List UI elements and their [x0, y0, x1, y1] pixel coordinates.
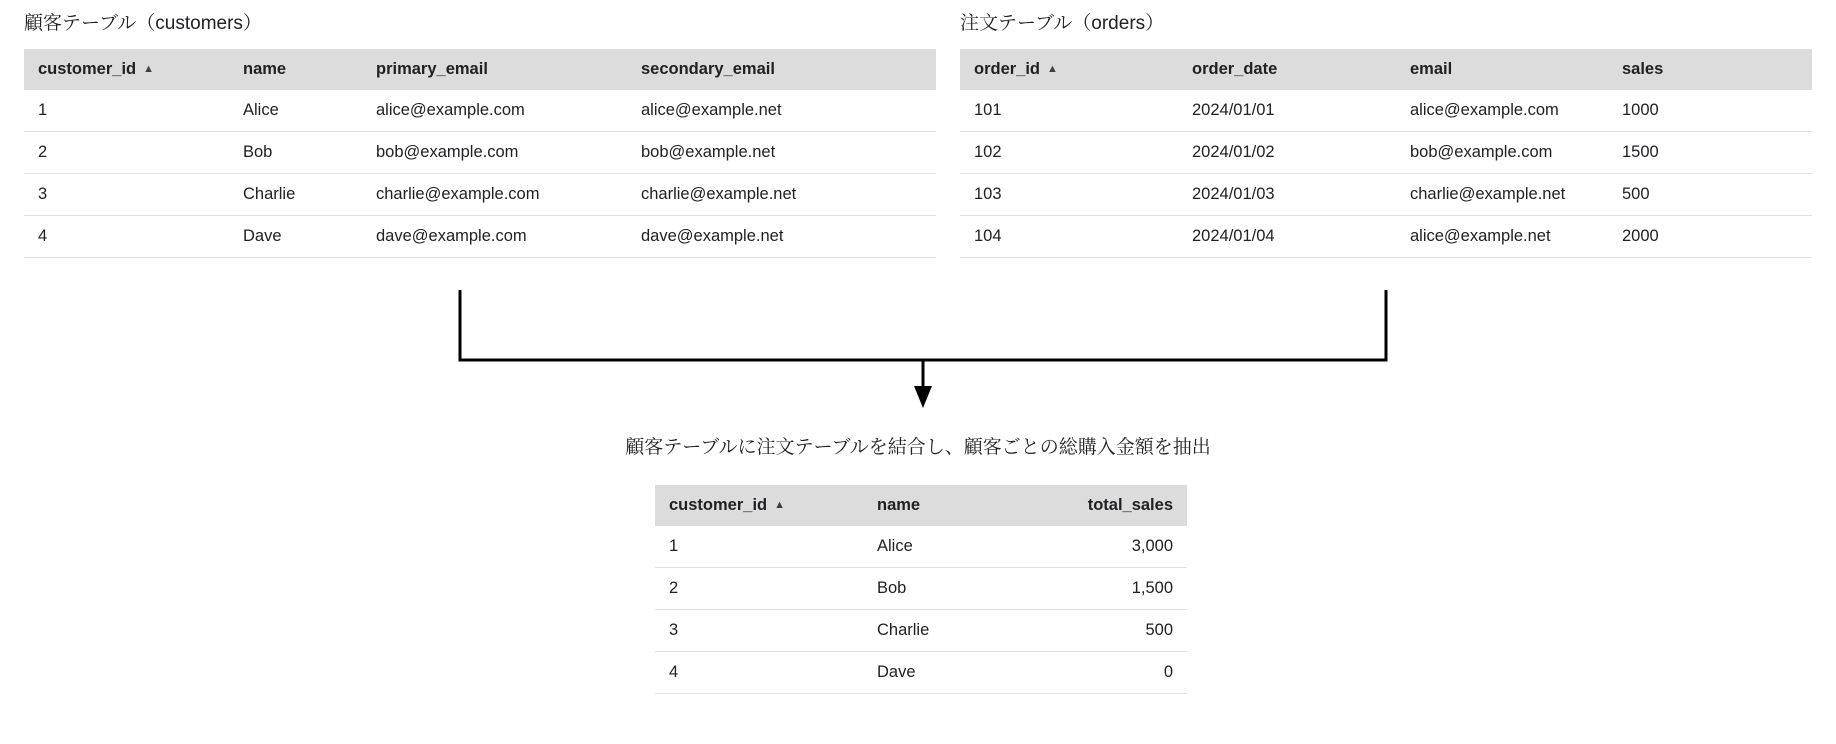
cell-email: bob@example.com [1396, 132, 1608, 174]
cell-sales: 1000 [1608, 90, 1812, 132]
column-header-name[interactable] [229, 49, 362, 90]
table-row [24, 90, 936, 132]
column-header-customer-id[interactable] [655, 485, 863, 526]
column-header-secondary-email[interactable] [627, 49, 936, 90]
column-header-email[interactable] [1396, 49, 1608, 90]
column-header-name[interactable] [863, 485, 1059, 526]
column-header-label: sales [1622, 60, 1664, 78]
cell-customer-id: 3 [24, 174, 229, 216]
column-header-label: customer_id [38, 60, 137, 78]
result-table [655, 485, 1187, 694]
cell-total-sales: 3,000 [1059, 526, 1187, 568]
column-header-sales[interactable] [1608, 49, 1812, 90]
cell-customer-id: 1 [655, 526, 863, 568]
customers-table [24, 49, 936, 258]
table-row [960, 132, 1812, 174]
cell-customer-id: 4 [24, 216, 229, 258]
orders-table-block [960, 8, 1812, 258]
cell-order-id: 101 [960, 90, 1178, 132]
cell-customer-id: 3 [655, 610, 863, 652]
cell-email: alice@example.com [1396, 90, 1608, 132]
table-header-row [960, 49, 1812, 90]
orders-table [960, 49, 1812, 258]
table-row [655, 526, 1187, 568]
table-row [655, 652, 1187, 694]
column-header-label: customer_id [669, 496, 768, 514]
column-header-primary-email[interactable] [362, 49, 627, 90]
result-caption: 顧客テーブルに注文テーブルを結合し、顧客ごとの総購入金額を抽出 [625, 437, 1211, 458]
table-row [655, 610, 1187, 652]
column-header-label: primary_email [376, 60, 488, 78]
cell-name: Alice [863, 526, 1059, 568]
column-header-label: total_sales [1087, 496, 1173, 514]
cell-sales: 1500 [1608, 132, 1812, 174]
cell-primary-email: dave@example.com [362, 216, 627, 258]
cell-sales: 500 [1608, 174, 1812, 216]
cell-name: Dave [229, 216, 362, 258]
cell-primary-email: alice@example.com [362, 90, 627, 132]
customers-table-block [24, 8, 936, 258]
orders-table-title: 注文テーブル（orders） [960, 13, 1165, 34]
table-row [960, 216, 1812, 258]
cell-order-date: 2024/01/01 [1178, 90, 1396, 132]
column-header-label: order_date [1192, 60, 1278, 78]
cell-name: Bob [863, 568, 1059, 610]
table-row [960, 174, 1812, 216]
table-header-row [24, 49, 936, 90]
cell-email: charlie@example.net [1396, 174, 1608, 216]
cell-name: Alice [229, 90, 362, 132]
cell-sales: 2000 [1608, 216, 1812, 258]
column-header-order-id[interactable] [960, 49, 1178, 90]
table-row [960, 90, 1812, 132]
cell-order-date: 2024/01/04 [1178, 216, 1396, 258]
column-header-order-date[interactable] [1178, 49, 1396, 90]
column-header-total-sales[interactable] [1059, 485, 1187, 526]
cell-secondary-email: dave@example.net [627, 216, 936, 258]
cell-customer-id: 2 [24, 132, 229, 174]
table-header-row [655, 485, 1187, 526]
customers-table-title: 顧客テーブル（customers） [24, 13, 262, 34]
cell-primary-email: charlie@example.com [362, 174, 627, 216]
column-header-label: name [243, 60, 287, 78]
table-row [24, 174, 936, 216]
cell-order-id: 103 [960, 174, 1178, 216]
cell-secondary-email: charlie@example.net [627, 174, 936, 216]
cell-name: Dave [863, 652, 1059, 694]
cell-customer-id: 1 [24, 90, 229, 132]
cell-customer-id: 4 [655, 652, 863, 694]
cell-total-sales: 0 [1059, 652, 1187, 694]
result-table-block [655, 485, 1187, 694]
column-header-label: name [877, 496, 921, 514]
column-header-customer-id[interactable] [24, 49, 229, 90]
cell-total-sales: 500 [1059, 610, 1187, 652]
sort-ascending-icon[interactable]: ▲ [1047, 63, 1058, 75]
cell-primary-email: bob@example.com [362, 132, 627, 174]
sort-ascending-icon[interactable]: ▲ [774, 499, 786, 511]
cell-name: Charlie [863, 610, 1059, 652]
cell-customer-id: 2 [655, 568, 863, 610]
cell-name: Charlie [229, 174, 362, 216]
cell-secondary-email: alice@example.net [627, 90, 936, 132]
cell-name: Bob [229, 132, 362, 174]
table-row [655, 568, 1187, 610]
cell-order-date: 2024/01/03 [1178, 174, 1396, 216]
column-header-label: secondary_email [641, 60, 775, 78]
sort-ascending-icon[interactable]: ▲ [143, 63, 155, 75]
cell-order-id: 102 [960, 132, 1178, 174]
table-row [24, 216, 936, 258]
cell-order-date: 2024/01/02 [1178, 132, 1396, 174]
cell-order-id: 104 [960, 216, 1178, 258]
cell-email: alice@example.net [1396, 216, 1608, 258]
cell-total-sales: 1,500 [1059, 568, 1187, 610]
column-header-label: order_id [974, 60, 1041, 78]
cell-secondary-email: bob@example.net [627, 132, 936, 174]
column-header-label: email [1410, 60, 1453, 78]
table-row [24, 132, 936, 174]
